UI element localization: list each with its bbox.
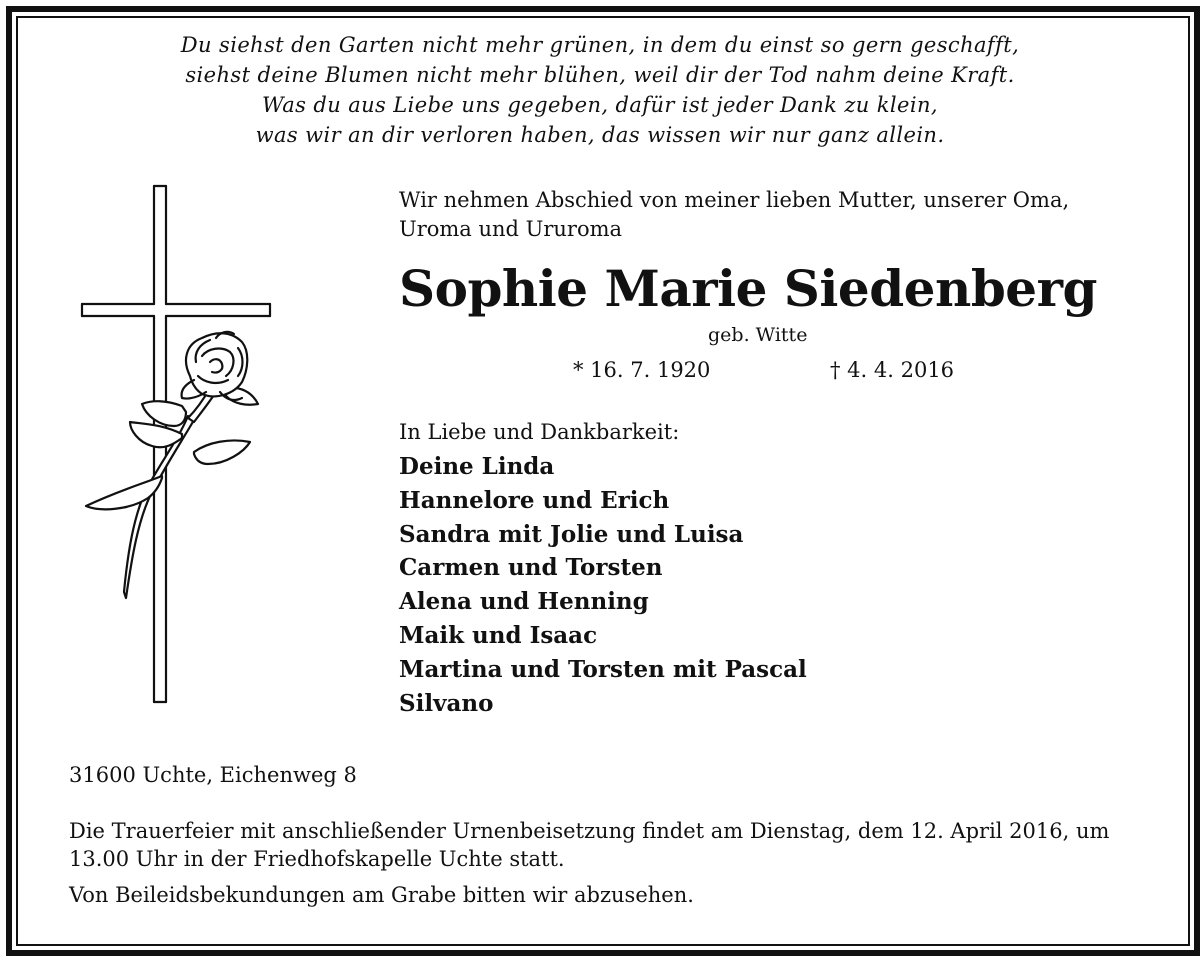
mourner-entry: Silvano: [399, 689, 494, 717]
birth-date: * 16. 7. 1920: [573, 358, 711, 382]
mourner-entry: Sandra mit Jolie und Luisa: [399, 520, 744, 548]
mourner-entry: Maik und Isaac: [399, 621, 598, 649]
poem: [0, 30, 1200, 150]
dedication-line: In Liebe und Dankbarkeit:: [399, 420, 680, 444]
deceased-name: Sophie Marie Siedenberg: [399, 259, 1097, 318]
maiden-name: geb. Witte: [708, 324, 808, 346]
cross-with-rose-icon: [70, 180, 280, 710]
mourner-entry: Hannelore und Erich: [399, 486, 670, 514]
mourners-list: [399, 450, 807, 720]
mourner-entry: Deine Linda: [399, 453, 555, 480]
farewell-intro: Wir nehmen Abschied von meiner lieben Mutter, unserer Oma, Uroma und Ururoma: [399, 188, 1070, 241]
mourner-entry: Alena und Henning: [399, 588, 649, 616]
mourner-entry: Martina und Torsten mit Pascal: [399, 655, 807, 683]
poem-line: siehst deine Blumen nicht mehr blühen, weil dir der Tod nahm deine Kraft.: [185, 63, 1015, 87]
death-date: † 4. 4. 2016: [830, 358, 955, 382]
poem-line: was wir an dir verloren haben, das wissen wir nur ganz allein.: [255, 123, 945, 147]
family-address: 31600 Uchte, Eichenweg 8: [69, 763, 357, 787]
ceremony-info: Die Trauerfeier mit anschließender Urnenbeisetzung findet am Dienstag, dem 12. April 2016, um 13.00 Uhr in der Friedhofskapelle Uchte statt.: [69, 819, 1110, 871]
mourner-entry: Carmen und Torsten: [399, 554, 663, 582]
poem-line: Was du aus Liebe uns gegeben, dafür ist jeder Dank zu klein,: [262, 93, 938, 117]
condolence-note: Von Beileidsbekundungen am Grabe bitten wir abzusehen.: [69, 883, 694, 907]
poem-line: Du siehst den Garten nicht mehr grünen, in dem du einst so gern geschafft,: [180, 33, 1020, 57]
